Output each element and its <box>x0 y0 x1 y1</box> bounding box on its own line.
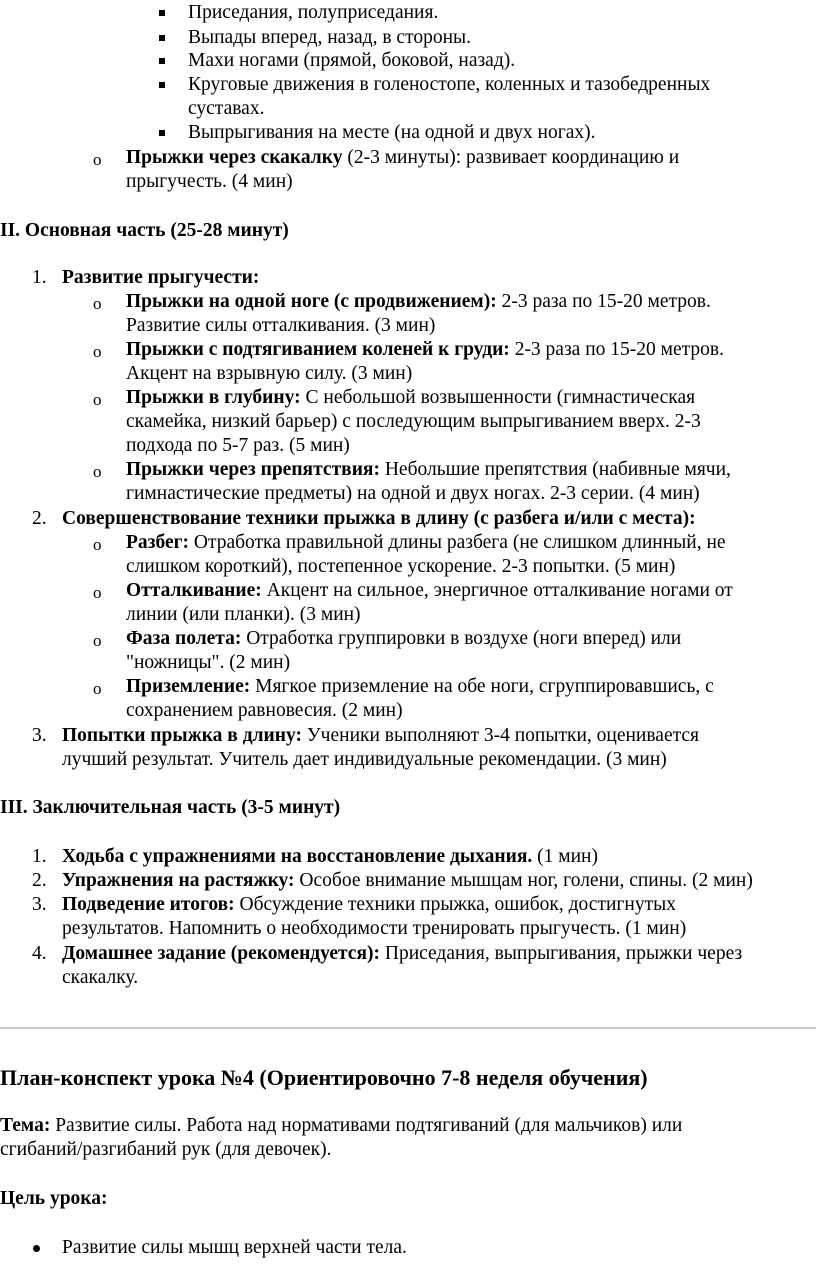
list-number: 1. <box>32 267 47 288</box>
rope-item-line2: прыгучесть. (4 мин) <box>126 171 293 192</box>
subheading: Развитие прыгучести: <box>62 267 260 288</box>
list-item-continuation: результатов. Напомнить о необходимости тренировать прыгучесть. (1 мин) <box>62 918 687 939</box>
list-item-continuation: скакалку. <box>62 967 139 988</box>
list-number: 4. <box>32 943 47 964</box>
list-item: Ходьба с упражнениями на восстановление дыхания. (1 мин) <box>62 846 598 867</box>
list-number: 1. <box>32 846 47 867</box>
topic-line: Тема: Развитие силы. Работа над нормативами подтягиваний (для мальчиков) или <box>0 1115 683 1136</box>
list-item: Домашнее задание (рекомендуется): Приседания, выпрыгивания, прыжки через <box>62 943 743 964</box>
list-item-continuation: Акцент на взрывную силу. (3 мин) <box>126 363 413 384</box>
list-item-continuation: слишком короткий), постепенное ускорение. 2-3 попытки. (5 мин) <box>126 556 676 577</box>
rope-item: Прыжки через скакалку (2-3 минуты): развивает координацию и <box>126 147 680 168</box>
list-item: Прыжки на одной ноге (с продвижением): 2-3 раза по 15-20 метров. <box>126 291 711 312</box>
list-item-continuation: лучший результат. Учитель дает индивидуальные рекомендации. (3 мин) <box>62 749 667 770</box>
square-bullet-icon <box>159 35 165 41</box>
list-item: Упражнения на растяжку: Особое внимание мышцам ног, голени, спины. (2 мин) <box>62 870 753 891</box>
list-item: Подведение итогов: Обсуждение техники прыжка, ошибок, достигнутых <box>62 894 676 915</box>
list-item: Фаза полета: Отработка группировки в воздухе (ноги вперед) или <box>126 628 682 649</box>
topic-line2: сгибаний/разгибаний рук (для девочек). <box>0 1139 332 1160</box>
circle-bullet-icon: o <box>93 342 102 361</box>
list-item: Прыжки с подтягиванием коленей к груди: 2-3 раза по 15-20 метров. <box>126 339 724 360</box>
subheading: Совершенствование техники прыжка в длину (с разбега и/или с места): <box>62 508 696 529</box>
list-item-continuation: суставах. <box>188 98 265 119</box>
section-heading-part2: II. Основная часть (25-28 минут) <box>0 220 289 241</box>
list-number: 3. <box>32 894 47 915</box>
list-number: 2. <box>32 870 47 891</box>
list-item: Выпады вперед, назад, в стороны. <box>188 27 471 48</box>
list-item-continuation: сохранением равновесия. (2 мин) <box>126 700 403 721</box>
list-item: Прыжки через препятствия: Небольшие препятствия (набивные мячи, <box>126 459 731 480</box>
list-number: 3. <box>32 725 47 746</box>
list-item-continuation: гимнастические предметы) на одной и двух ногах. 2-3 серии. (4 мин) <box>126 483 700 504</box>
list-item-continuation: подхода по 5-7 раз. (5 мин) <box>126 435 350 456</box>
list-item: Разбег: Отработка правильной длины разбега (не слишком длинный, не <box>126 532 726 553</box>
list-item: Прыжки в глубину: С небольшой возвышенности (гимнастическая <box>126 387 696 408</box>
circle-bullet-icon: o <box>93 150 102 169</box>
page-title: План-конспект урока №4 (Ориентировочно 7-8 неделя обучения) <box>0 1065 648 1090</box>
square-bullet-icon <box>159 82 165 88</box>
circle-bullet-icon: o <box>93 583 102 602</box>
list-item: Приземление: Мягкое приземление на обе ноги, сгруппировавшись, с <box>126 676 714 697</box>
list-item: Развитие силы мышц верхней части тела. <box>62 1237 407 1258</box>
list-number: 2. <box>32 508 47 529</box>
circle-bullet-icon: o <box>93 390 102 409</box>
list-item-continuation: скамейка, низкий барьер) с последующим выпрыгиванием вверх. 2-3 <box>126 411 701 432</box>
square-bullet-icon <box>159 58 165 64</box>
horizontal-divider <box>0 1027 816 1029</box>
section-heading-part3: III. Заключительная часть (3-5 минут) <box>0 797 341 818</box>
list-item-continuation: линии (или планки). (3 мин) <box>126 604 361 625</box>
list-item: Махи ногами (прямой, боковой, назад). <box>188 50 516 71</box>
circle-bullet-icon: o <box>93 294 102 313</box>
list-item: Выпрыгивания на месте (на одной и двух ногах). <box>188 122 596 143</box>
list-item: Приседания, полуприседания. <box>188 2 439 23</box>
circle-bullet-icon: o <box>93 679 102 698</box>
circle-bullet-icon: o <box>93 535 102 554</box>
circle-bullet-icon: o <box>93 462 102 481</box>
list-item-continuation: Развитие силы отталкивания. (3 мин) <box>126 315 436 336</box>
circle-bullet-icon: o <box>93 631 102 650</box>
square-bullet-icon <box>159 10 165 16</box>
list-item-continuation: "ножницы". (2 мин) <box>126 652 291 673</box>
goal-heading: Цель урока: <box>0 1188 108 1209</box>
list-item: Попытки прыжка в длину: Ученики выполняют 3-4 попытки, оценивается <box>62 725 699 746</box>
square-bullet-icon <box>159 130 165 136</box>
list-item: Отталкивание: Акцент на сильное, энергичное отталкивание ногами от <box>126 580 733 601</box>
list-item: Круговые движения в голеностопе, коленных и тазобедренных <box>188 74 711 95</box>
bullet-dot-icon <box>33 1245 40 1252</box>
